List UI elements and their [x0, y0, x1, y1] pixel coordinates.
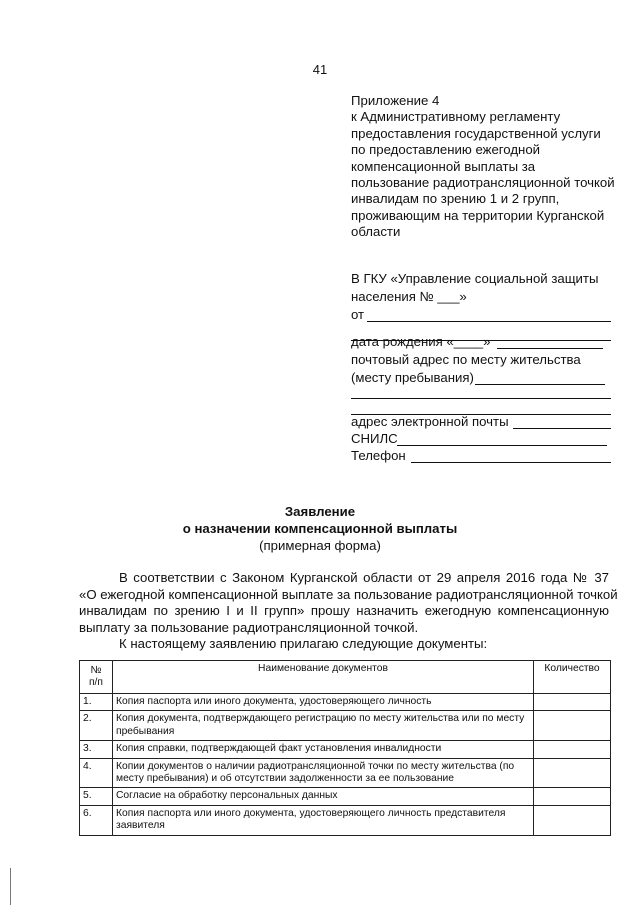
postal-address-field[interactable] [475, 384, 605, 385]
from-field[interactable] [367, 321, 611, 322]
header-qty: Количество [534, 661, 611, 694]
row-num: 2. [80, 711, 113, 741]
appendix-line: Приложение 4 [351, 93, 440, 108]
row-num: 4. [80, 758, 113, 788]
appendix-line: предоставления государственной услуги [351, 125, 601, 141]
table-row [80, 694, 611, 711]
appendix-line: к Административному регламенту [351, 109, 561, 125]
row-num: 6. [80, 805, 113, 835]
postal-address-label: почтовый адрес по месту жительства [351, 352, 581, 367]
appendix-line: компенсационной выплаты за [351, 158, 536, 174]
row-name: Согласие на обработку персональных данных [113, 788, 534, 805]
body-line: «О ежегодной компенсационной выплате за пользование радиотрансляционной точкой [79, 586, 618, 602]
row-num: 1. [80, 694, 113, 711]
header-num: № п/п [80, 661, 113, 694]
snils-label: СНИЛС [351, 431, 398, 446]
row-name: Копия справки, подтверждающей факт установления инвалидности [113, 741, 534, 758]
row-qty[interactable] [534, 741, 611, 758]
row-qty[interactable] [534, 788, 611, 805]
row-qty[interactable] [534, 711, 611, 741]
appendix-block [351, 93, 621, 241]
page-number: 41 [312, 62, 328, 77]
stay-place-label: (месту пребывания) [351, 370, 474, 385]
appendix-line: пользование радиотрансляционной точкой [351, 175, 615, 191]
appendix-line: по предоставлению ежегодной [351, 142, 541, 158]
row-qty[interactable] [534, 805, 611, 835]
body-line: инвалидам по зрению I и II групп» прошу назначить ежегодную компенсационную [79, 603, 609, 619]
row-qty[interactable] [534, 758, 611, 788]
documents-table [79, 660, 611, 836]
table-row [80, 711, 611, 741]
snils-field[interactable] [397, 445, 607, 446]
table-row [80, 758, 611, 788]
email-field[interactable] [513, 428, 611, 429]
from-label: от [351, 307, 365, 322]
row-name: Копия паспорта или иного документа, удостоверяющего личность представителя заявителя [113, 805, 534, 835]
header-name: Наименование документов [113, 661, 534, 694]
row-name: Копия документа, подтверждающего регистрацию по месту жительства или по месту пребывания [113, 711, 534, 741]
appendix-line: области [351, 224, 401, 240]
body-line: В соответствии с Законом Курганской области от 29 апреля 2016 года № 37 [119, 570, 609, 585]
appendix-line: проживающим на территории Курганской [351, 207, 605, 223]
row-num: 3. [80, 741, 113, 758]
addressee-line2: населения № ___» [351, 289, 467, 304]
body-paragraph [79, 570, 618, 653]
table-row [80, 788, 611, 805]
phone-field[interactable] [411, 462, 611, 463]
postal-address-field-2[interactable] [351, 398, 611, 399]
document-note: (примерная форма) [259, 538, 381, 553]
table-row [80, 741, 611, 758]
attachments-intro: К настоящему заявлению прилагаю следующие документы: [119, 636, 488, 652]
birth-date-field[interactable] [497, 348, 603, 349]
row-name: Копия паспорта или иного документа, удостоверяющего личность [113, 694, 534, 711]
row-name: Копии документов о наличии радиотрансляционной точки по месту жительства (по месту пребывания) и об отсутствии задолженности за ее пользование [113, 758, 534, 788]
phone-label: Телефон [351, 448, 406, 463]
addressee-line1: В ГКУ «Управление социальной защиты [351, 271, 599, 286]
email-label: адрес электронной почты [351, 414, 509, 429]
table-header-row [80, 661, 611, 694]
appendix-line: инвалидам по зрению 1 и 2 групп, [351, 191, 560, 207]
document-title: Заявление [284, 504, 356, 519]
row-num: 5. [80, 788, 113, 805]
birth-date-label: дата рождения «____» [351, 334, 491, 349]
row-qty[interactable] [534, 694, 611, 711]
document-subtitle: о назначении компенсационной выплаты [182, 521, 458, 536]
margin-line [10, 868, 11, 905]
table-row [80, 805, 611, 835]
body-line: выплату за пользование радиотрансляционной точкой. [79, 619, 419, 635]
